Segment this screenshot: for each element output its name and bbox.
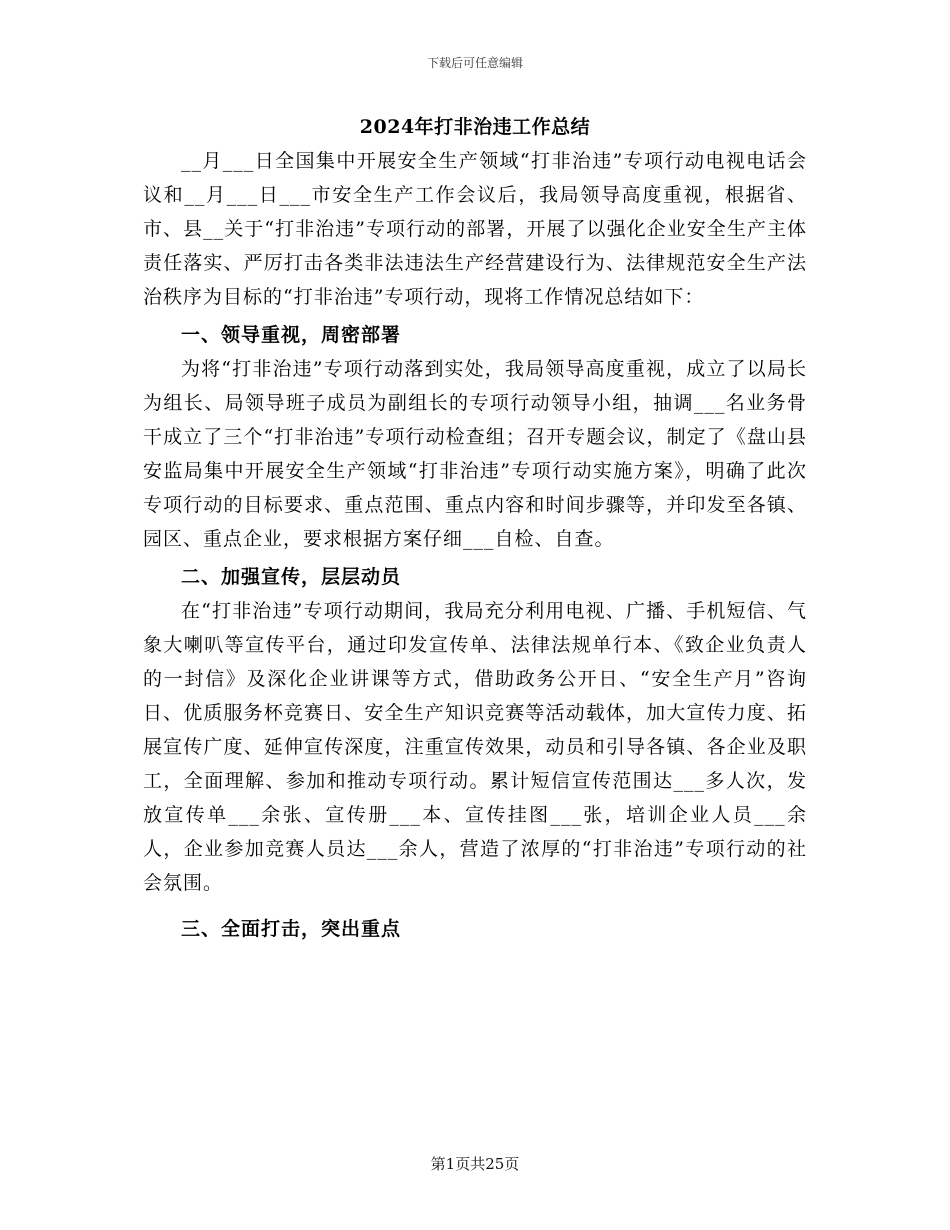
section-body-1: 为将“打非治违”专项行动落到实处，我局领导高度重视，成立了以局长为组长、局领导班子成员为副组长的专项行动领导小组，抽调___名业务骨干成立了三个“打非治违”专项行动检查组；召开专题会议，制定了《盘山县安监局集中开展安全生产领域“打非治违”专项行动实施方案》，明确了此次专项行动的目标要求、重点范围、重点内容和时间步骤等，并印发至各镇、园区、重点企业，要求根据方案仔细___自检、自查。	[143, 358, 807, 550]
page-number: 第1页共25页	[430, 1155, 520, 1173]
document-body	[143, 110, 807, 946]
document-title: 2024年打非治违工作总结	[359, 116, 591, 138]
section-heading-2: 二、加强宣传，层层动员	[181, 566, 402, 588]
header-note: 下载后可任意编辑	[426, 56, 523, 70]
intro-paragraph: __月___日全国集中开展安全生产领域“打非治违”专项行动电视电话会议和__月___日___市安全生产工作会议后，我局领导高度重视，根据省、市、县__关于“打非治违”专项行动的部署，开展了以强化企业安全生产主体责任落实、严厉打击各类非法违法生产经营建设行为、法律规范安全生产法治秩序为目标的“打非治违”专项行动，现将工作情况总结如下：	[143, 150, 807, 308]
section-heading-1: 一、领导重视，周密部署	[181, 324, 402, 346]
section-heading-3: 三、全面打击，突出重点	[181, 918, 402, 940]
section-body-2: 在“打非治违”专项行动期间，我局充分利用电视、广播、手机短信、气象大喇叭等宣传平台，通过印发宣传单、法律法规单行本、《致企业负责人的一封信》及深化企业讲课等方式，借助政务公开日、“安全生产月”咨询日、优质服务杯竞赛日、安全生产知识竞赛等活动载体，加大宣传力度、拓展宣传广度、延伸宣传深度，注重宣传效果，动员和引导各镇、各企业及职工，全面理解、参加和推动专项行动。累计短信宣传范围达___多人次，发放宣传单___余张、宣传册___本、宣传挂图___张，培训企业人员___余人，企业参加竞赛人员达___余人，营造了浓厚的“打非治违”专项行动的社会氛围。	[143, 600, 807, 894]
